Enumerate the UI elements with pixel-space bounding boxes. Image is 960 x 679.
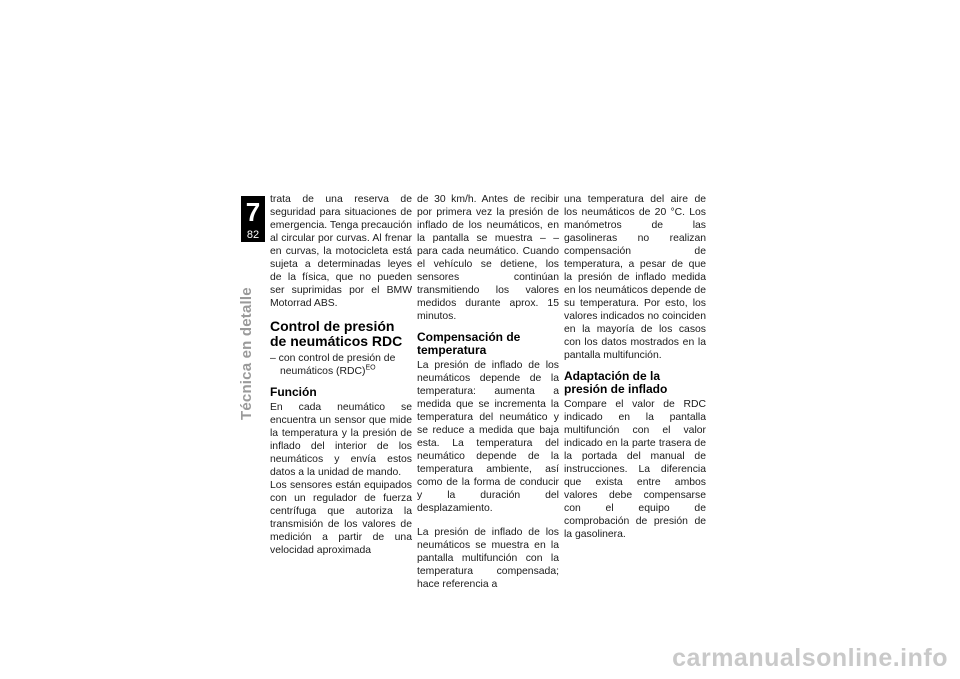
paragraph-intro: trata de una reserva de seguridad para situaciones de emergencia. Tenga precaución al circular por curvas. Al frenar en curvas, la motocicleta está sujeta a determinadas leyes de la física, que no pueden ser suprimidas por el BMW Motorrad ABS. <box>270 194 412 309</box>
page-number: 82 <box>241 228 265 242</box>
paragraph-funcion-2: Los sensores están equipados con un regulador de fuerza centrífuga que autoriza la transmisión de los valores de medición a partir de una velocidad aproximada <box>270 480 412 556</box>
watermark: carmanualsonline.info <box>672 644 948 672</box>
side-chapter-title-text: Técnica en detalle <box>238 287 255 420</box>
paragraph-adaptacion: Compare el valor de RDC indicado en la pantalla multifunción con el valor indicado en la parte trasera de la portada del manual de instrucciones. La diferencia que exista entre ambos valores debe compensarse con el equipo de comprobación de presión de la gasolinera. <box>564 399 706 540</box>
text-column-1 <box>270 193 412 557</box>
heading-funcion: Función <box>270 385 317 399</box>
paragraph-gap <box>417 515 559 526</box>
bullet-dash: – <box>270 353 276 364</box>
text-column-2 <box>417 193 559 591</box>
chapter-number: 7 <box>245 197 261 227</box>
bullet-superscript: EO <box>365 364 376 372</box>
chapter-tab <box>241 196 265 242</box>
heading-adaptacion: Adaptación de la presión de inflado <box>564 369 668 396</box>
paragraph-compensacion-2: La presión de inflado de los neumáticos se muestra en la pantalla multifunción con la temperatura compensada; hace referencia a <box>417 527 559 590</box>
text-column-3 <box>564 193 706 541</box>
heading-rdc: Control de presión de neumáticos RDC <box>270 318 403 349</box>
paragraph-compensacion-1: La presión de inflado de los neumáticos depende de la temperatura: aumenta a medida que se incrementa la temperatura del neumático y se reduce a medida que baja esta. La temperatura del neumático depende de la temperatura ambiente, así como de la forma de conducir y la duración del desplazamiento. <box>417 360 559 514</box>
equipment-bullet <box>270 352 412 378</box>
bullet-text: con control de presión de neumáticos (RDC) <box>278 353 396 377</box>
paragraph-temperature: una temperatura del aire de los neumáticos de 20 °C. Los manómetros de las gasolineras no realizan compensación de temperatura, a pesar de que la presión de inflado medida en los neumáticos depende de su temperatura. Por esto, los valores indicados no coinciden en la mayoría de los casos con los datos mostrados en la pantalla multifunción. <box>564 194 706 361</box>
paragraph-continued: de 30 km/h. Antes de recibir por primera vez la presión de inflado de los neumáticos, en la pantalla se muestra – – para cada neumático. Cuando el vehículo se detiene, los sensores continúan transmitiendo los valores medidos durante aprox. 15 minutos. <box>417 194 559 322</box>
paragraph-funcion-1: En cada neumático se encuentra un sensor que mide la temperatura y la presión de inflado del interior de los neumáticos y envía estos datos a la unidad de mando. <box>270 402 412 478</box>
heading-compensacion: Compensación de temperatura <box>417 330 521 357</box>
